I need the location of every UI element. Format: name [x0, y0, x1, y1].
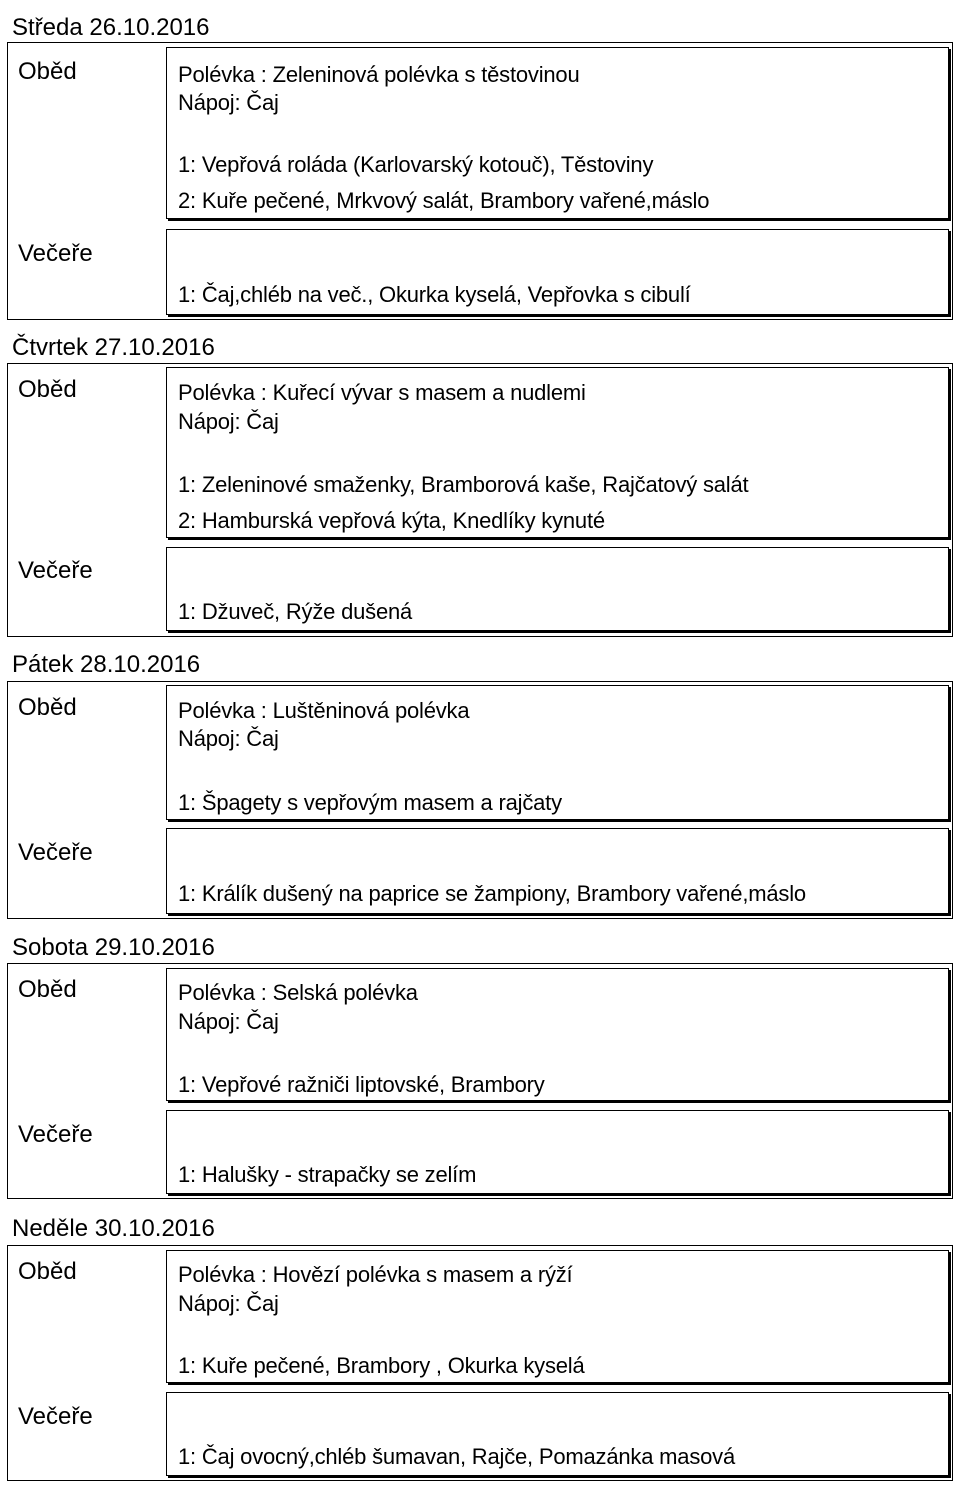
soup-text: Polévka : Zeleninová polévka s těstovinou: [178, 62, 580, 87]
dinner-label: Večeře: [18, 1121, 93, 1148]
day-date: Středa 26.10.2016: [12, 14, 210, 41]
dinner-item: 1: Halušky - strapačky se zelím: [178, 1162, 477, 1187]
dinner-label: Večeře: [18, 557, 93, 584]
dinner-item: 1: Džuveč, Rýže dušená: [178, 599, 413, 624]
lunch-label: Oběd: [18, 694, 77, 721]
soup-text: Polévka : Luštěninová polévka: [178, 698, 470, 723]
soup-text: Polévka : Hovězí polévka s masem a rýží: [178, 1262, 573, 1287]
lunch-item: 1: Zeleninové smaženky, Bramborová kaše, Rajčatový salát: [178, 472, 749, 497]
lunch-item: 1: Kuře pečené, Brambory , Okurka kyselá: [178, 1353, 585, 1378]
dinner-label: Večeře: [18, 839, 93, 866]
soup-text: Polévka : Kuřecí vývar s masem a nudlemi: [178, 380, 586, 405]
lunch-label: Oběd: [18, 376, 77, 403]
lunch-item: 2: Hamburská vepřová kýta, Knedlíky kynuté: [178, 508, 605, 533]
lunch-item: 2: Kuře pečené, Mrkvový salát, Brambory vařené,máslo: [178, 188, 710, 213]
drink-text: Nápoj: Čaj: [178, 726, 279, 751]
lunch-item: 1: Vepřové ražniči liptovské, Brambory: [178, 1072, 545, 1097]
soup-text: Polévka : Selská polévka: [178, 980, 418, 1005]
lunch-label: Oběd: [18, 976, 77, 1003]
drink-text: Nápoj: Čaj: [178, 90, 279, 115]
drink-text: Nápoj: Čaj: [178, 1291, 279, 1316]
drink-text: Nápoj: Čaj: [178, 409, 279, 434]
day-date: Sobota 29.10.2016: [12, 934, 215, 961]
dinner-item: 1: Čaj ovocný,chléb šumavan, Rajče, Pomazánka masová: [178, 1444, 735, 1469]
day-date: Pátek 28.10.2016: [12, 651, 201, 678]
lunch-label: Oběd: [18, 58, 77, 85]
dinner-label: Večeře: [18, 1403, 93, 1430]
dinner-item: 1: Čaj,chléb na več., Okurka kyselá, Vepřovka s cibulí: [178, 282, 691, 307]
dinner-label: Večeře: [18, 240, 93, 267]
lunch-label: Oběd: [18, 1258, 77, 1285]
dinner-item: 1: Králík dušený na paprice se žampiony, Brambory vařené,máslo: [178, 881, 806, 906]
drink-text: Nápoj: Čaj: [178, 1009, 279, 1034]
lunch-item: 1: Špagety s vepřovým masem a rajčaty: [178, 790, 562, 815]
day-date: Neděle 30.10.2016: [12, 1215, 215, 1242]
day-date: Čtvrtek 27.10.2016: [12, 334, 215, 361]
lunch-item: 1: Vepřová roláda (Karlovarský kotouč), Těstoviny: [178, 152, 654, 177]
